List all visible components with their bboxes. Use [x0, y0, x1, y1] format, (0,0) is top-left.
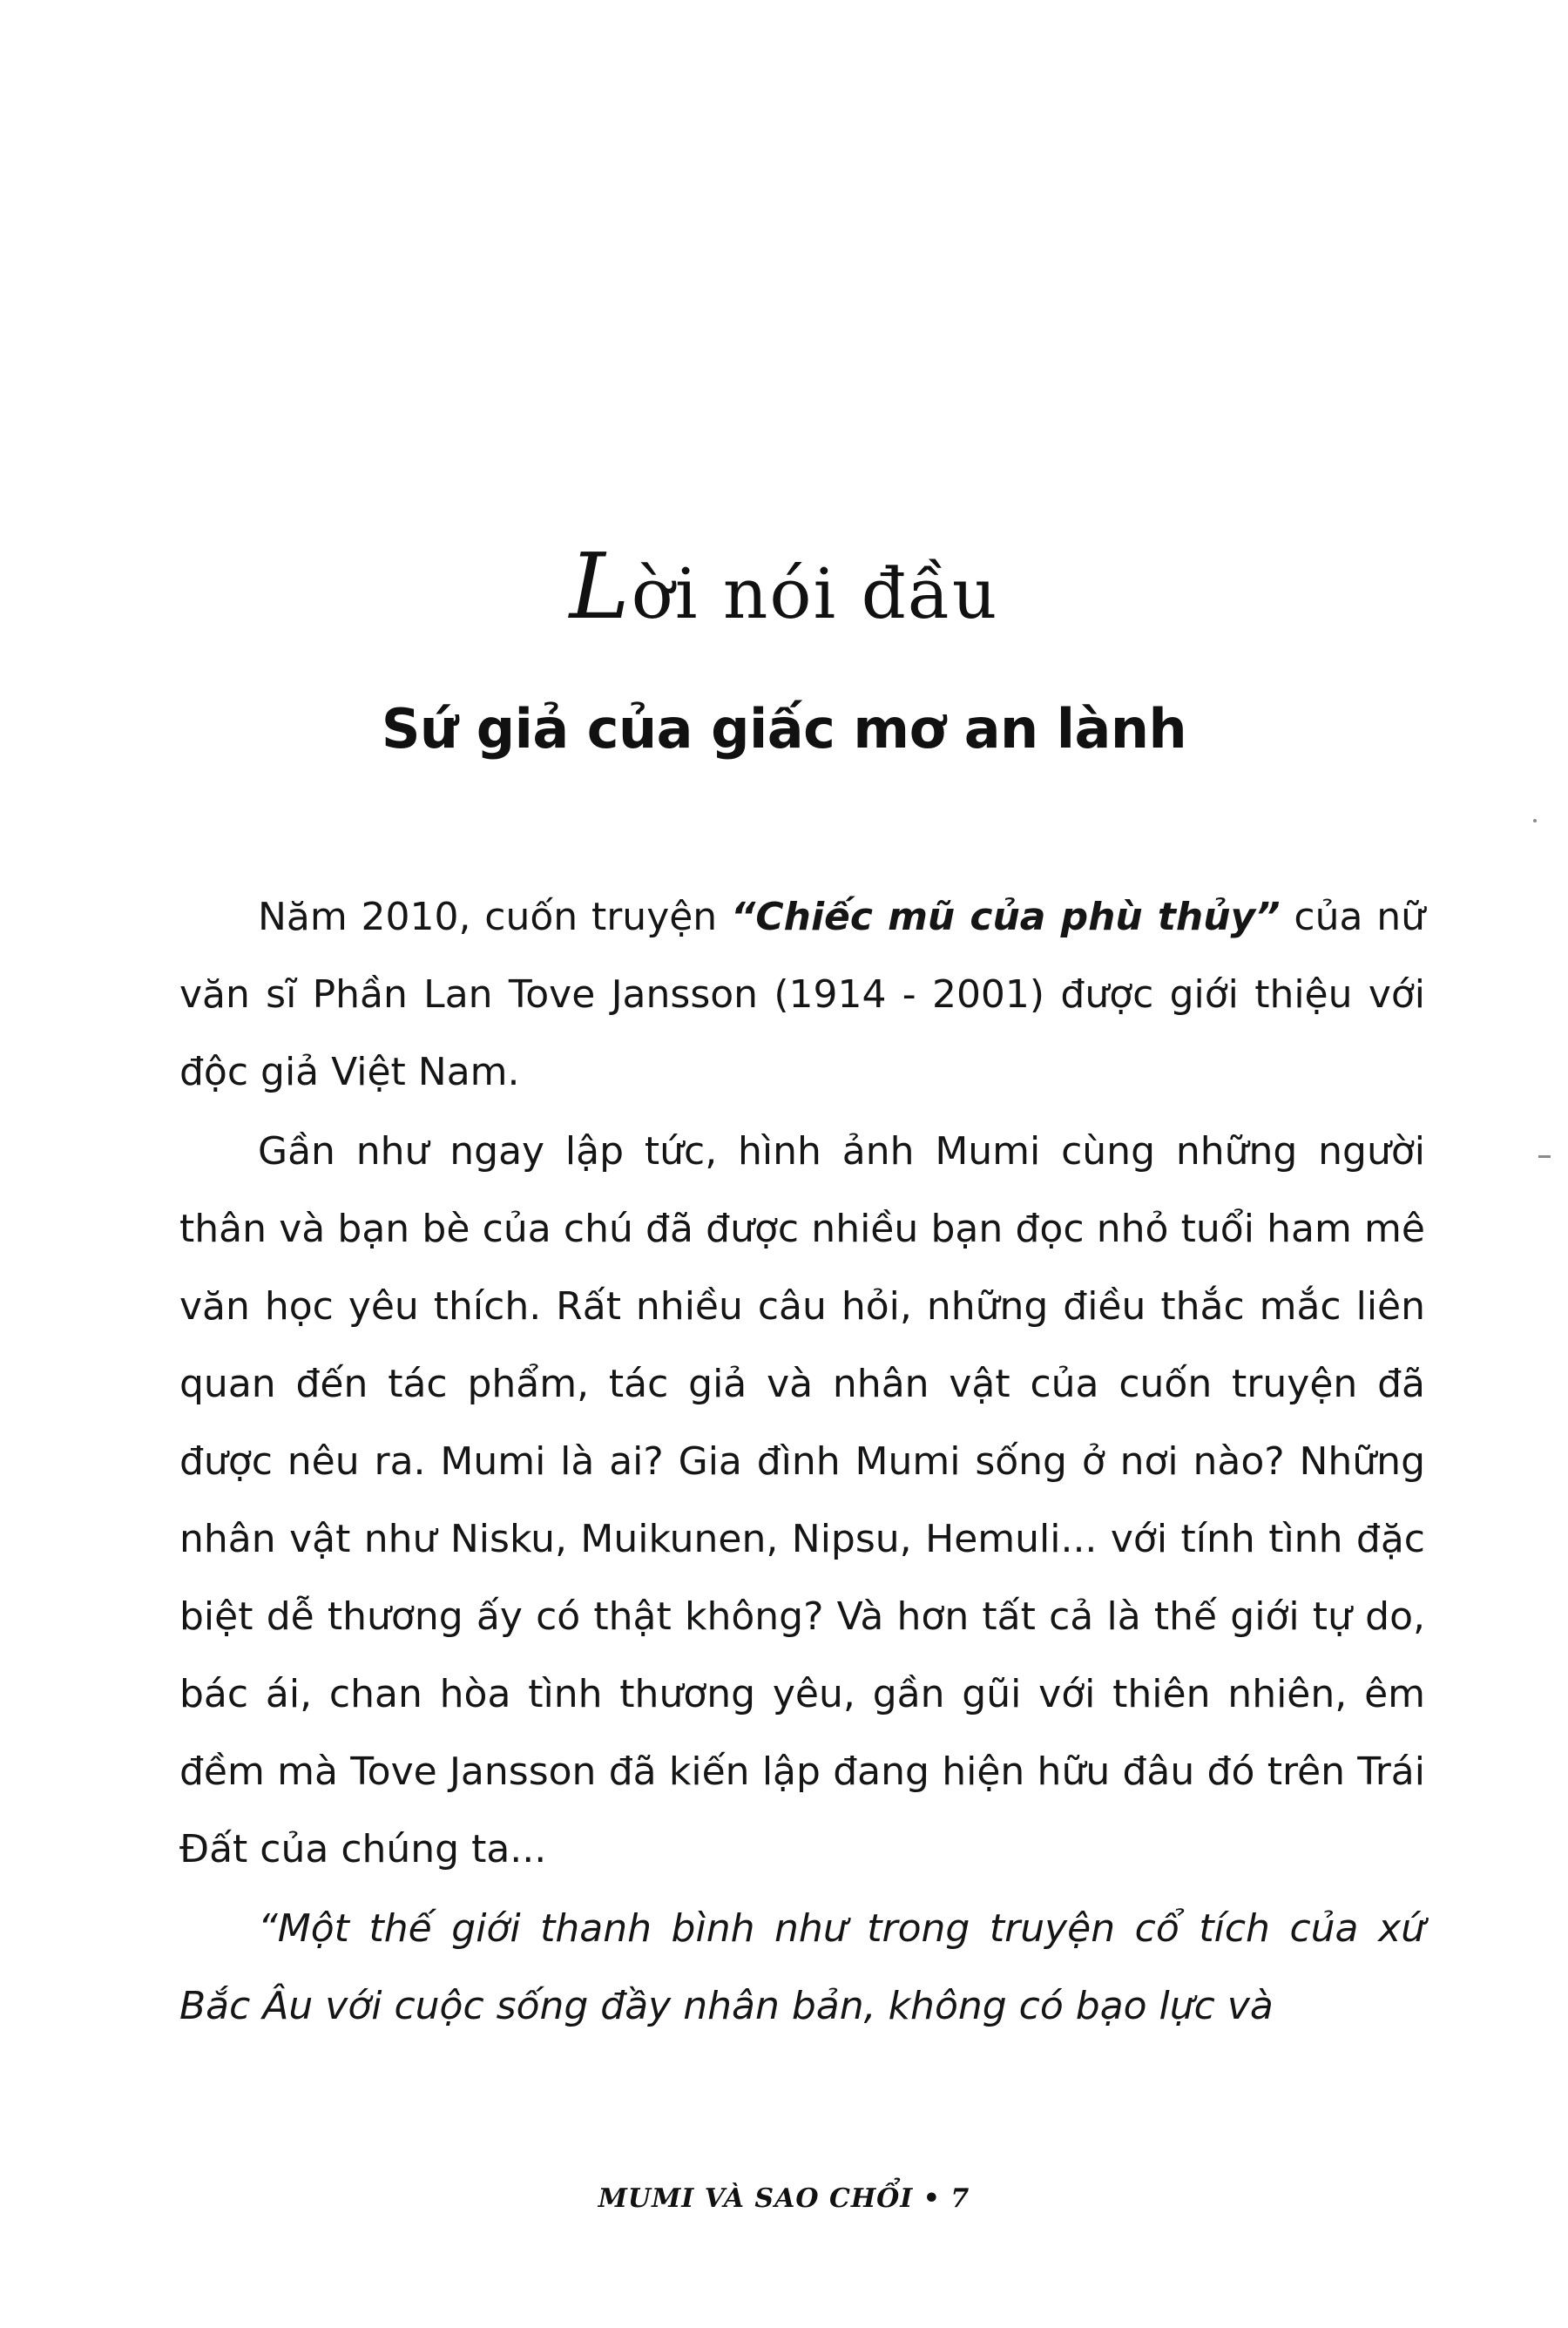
paragraph-2: Gần như ngay lập tức, hình ảnh Mumi cùng những người thân và bạn bè của chú đã được nhiều bạn đọc nhỏ tuổi ham mê văn học yêu thích. Rất nhiều câu hỏi, những điều thắc mắc liên quan đến tác phẩm, tác giả và nhân vật của cuốn truyện đã được nêu ra. Mumi là ai? Gia đình Mumi sống ở nơi nào? Những nhân vật như Nisku, Muikunen, Nipsu, Hemuli... với tính tình đặc biệt dễ thương ấy có thật không? Và hơn tất cả là thế giới tự do, bác ái, chan hòa tình thương yêu, gần gũi với thiên nhiên, êm đềm mà Tove Jansson đã kiến lập đang hiện hữu đâu đó trên Trái Đất của chúng ta...: [179, 1129, 1425, 1871]
heading-drop-letter: L: [569, 533, 632, 640]
book-title: “Chiếc mũ của phù thủy”: [731, 895, 1281, 939]
scan-tick: [1538, 1155, 1551, 1158]
body-text: [179, 878, 1425, 2045]
paragraph-1: [179, 878, 1425, 1111]
chapter-subtitle: Sứ giả của giấc mơ an lành: [381, 697, 1187, 761]
paragraph-1-after: của nữ văn sĩ Phần Lan Tove Jansson (1914 - 2001) được giới thiệu với độc giả Việt Nam.: [179, 895, 1425, 1094]
chapter-heading: [0, 533, 1568, 640]
heading-rest: ời nói đầu: [631, 553, 999, 634]
page-footer: MUMI VÀ SAO CHỔI • 7: [598, 2183, 970, 2214]
paragraph-3-quote: “Một thế giới thanh bình như trong truyện cổ tích của xứ Bắc Âu với cuộc sống đầy nhân bản, không có bạo lực và: [179, 1906, 1425, 2028]
paragraph-1-before: Năm 2010, cuốn truyện: [258, 895, 731, 939]
scan-speck: [1533, 819, 1537, 822]
